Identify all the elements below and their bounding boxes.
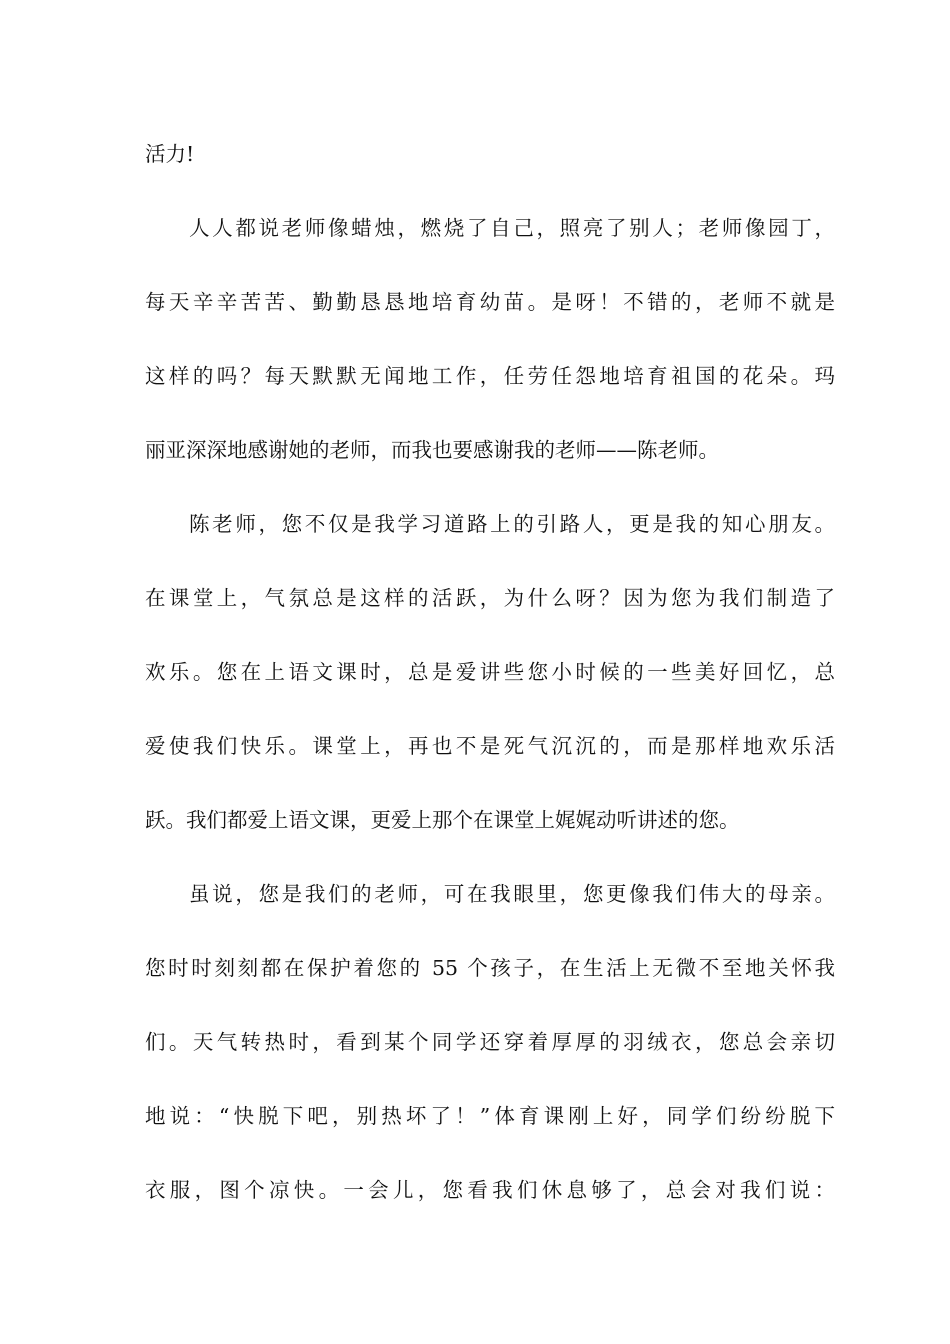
text-line-9: 爱使我们快乐。课堂上，再也不是死气沉沉的，而是那样地欢乐活 [145,734,835,758]
text-line-12: 您时时刻刻都在保护着您的 55 个孩子，在生活上无微不至地关怀我 [145,956,835,980]
text-line-14: 地说：“快脱下吧，别热坏了！”体育课刚上好，同学们纷纷脱下 [145,1104,835,1128]
text-line-7: 在课堂上，气氛总是这样的活跃，为什么呀？因为您为我们制造了 [145,586,835,610]
text-line-11: 虽说，您是我们的老师，可在我眼里，您更像我们伟大的母亲。 [189,882,835,906]
text-line-4: 这样的吗？每天默默无闻地工作，任劳任怨地培育祖国的花朵。玛 [145,364,835,388]
text-line-3: 每天辛辛苦苦、勤勤恳恳地培育幼苗。是呀！不错的，老师不就是 [145,290,835,314]
text-line-6: 陈老师，您不仅是我学习道路上的引路人，更是我的知心朋友。 [189,512,835,536]
text-line-1: 活力! [145,142,195,166]
text-line-15: 衣服，图个凉快。一会儿，您看我们休息够了，总会对我们说： [145,1178,835,1202]
text-line-5: 丽亚深深地感谢她的老师，而我也要感谢我的老师——陈老师。 [145,438,719,462]
text-line-2: 人人都说老师像蜡烛，燃烧了自己，照亮了别人；老师像园丁， [189,216,835,240]
text-line-13: 们。天气转热时，看到某个同学还穿着厚厚的羽绒衣，您总会亲切 [145,1030,835,1054]
text-line-8: 欢乐。您在上语文课时，总是爱讲些您小时候的一些美好回忆，总 [145,660,835,684]
text-line-10: 跃。我们都爱上语文课，更爱上那个在课堂上娓娓动听讲述的您。 [145,808,740,832]
